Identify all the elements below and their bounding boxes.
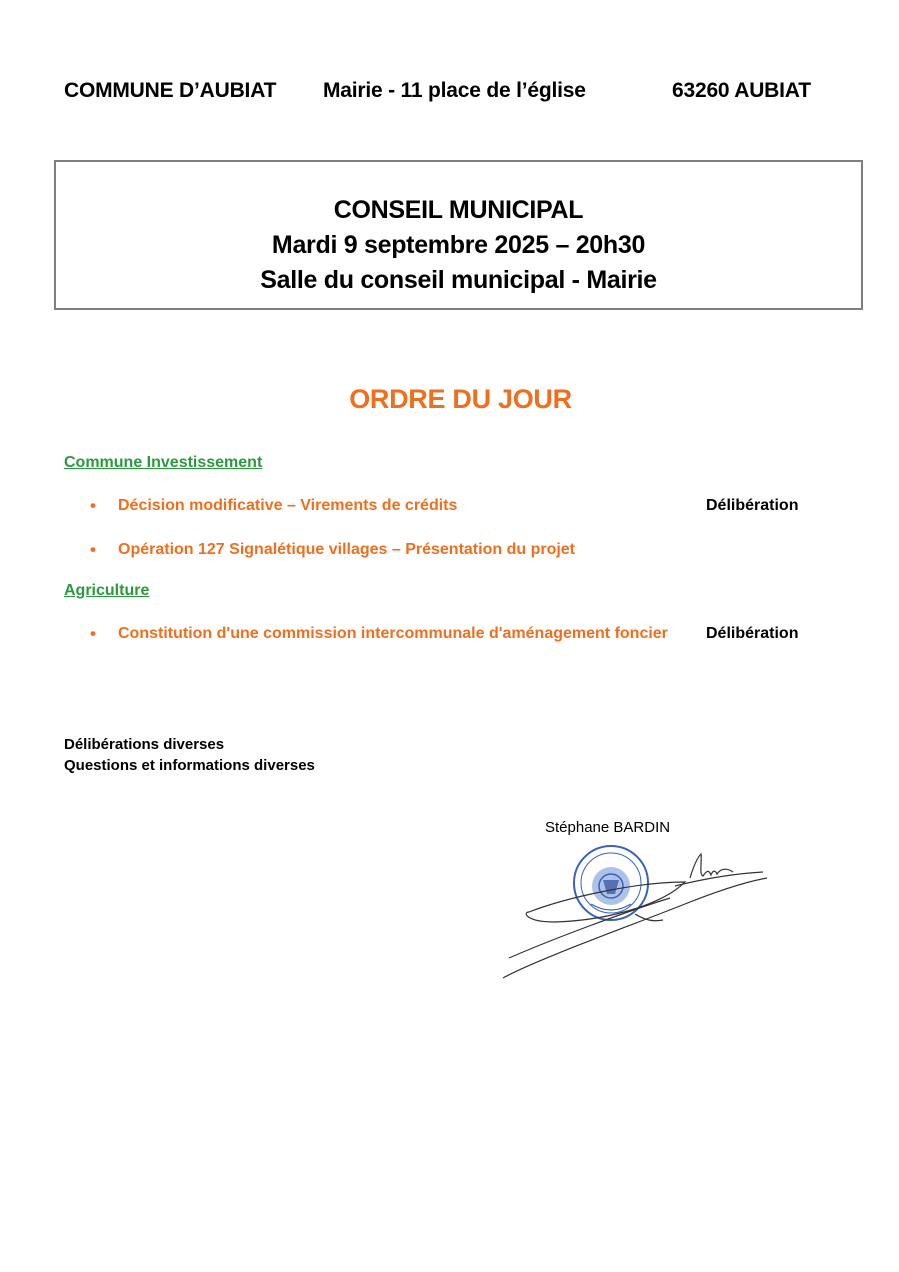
agenda-item-text: Opération 127 Signalétique villages – Présentation du projet <box>118 541 576 558</box>
postal-code-city: 63260 AUBIAT <box>672 79 811 102</box>
bullet-icon: • <box>90 540 96 559</box>
agenda-item-text: Constitution d'une commission intercommunale d'aménagement foncier <box>118 625 668 642</box>
signature-stamp-image <box>495 840 775 985</box>
agenda-item-type: Délibération <box>706 497 799 514</box>
misc-deliberations: Délibérations diverses <box>64 736 225 753</box>
meeting-location: Salle du conseil municipal - Mairie <box>260 266 657 294</box>
section-title-commune-investissement: Commune Investissement <box>64 454 263 471</box>
commune-name: COMMUNE D’AUBIAT <box>64 79 277 102</box>
misc-questions: Questions et informations diverses <box>64 757 315 774</box>
agenda-item-text: Décision modificative – Virements de crédits <box>118 497 458 514</box>
section-title-agriculture: Agriculture <box>64 582 150 599</box>
handwritten-signature-icon <box>503 854 767 978</box>
bullet-icon: • <box>90 496 96 515</box>
meeting-title-box <box>54 160 863 310</box>
agenda-item-type: Délibération <box>706 625 799 642</box>
agenda-heading: ORDRE DU JOUR <box>349 384 572 414</box>
mairie-address: Mairie - 11 place de l’église <box>323 79 586 102</box>
meeting-date: Mardi 9 septembre 2025 – 20h30 <box>271 231 646 259</box>
signatory-name: Stéphane BARDIN <box>545 819 671 836</box>
bullet-icon: • <box>90 624 96 643</box>
meeting-title: CONSEIL MUNICIPAL <box>333 196 584 224</box>
